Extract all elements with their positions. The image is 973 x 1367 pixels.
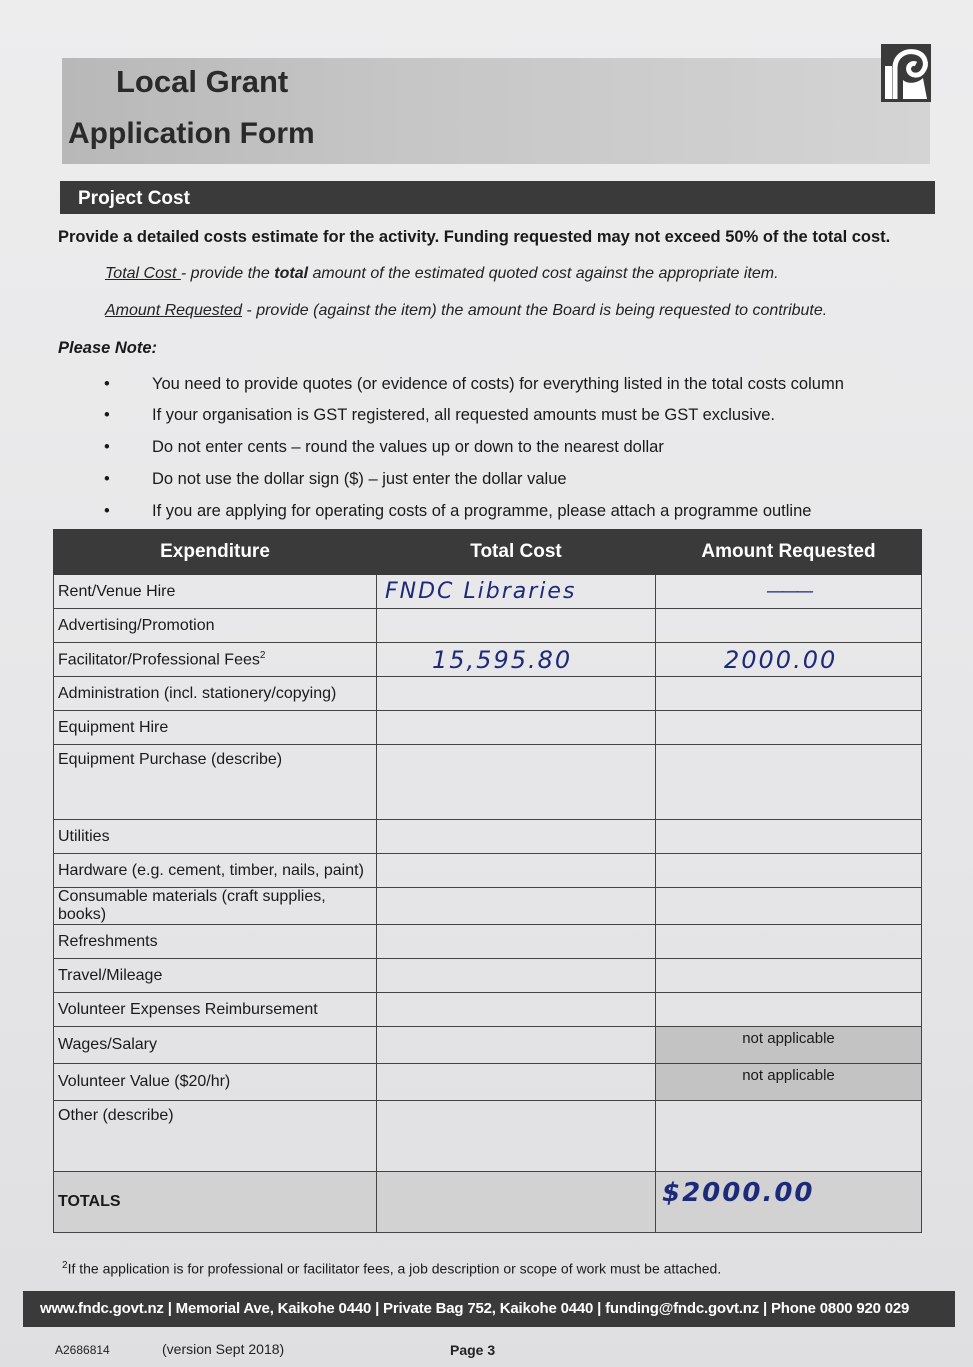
- bullet-icon: •: [104, 470, 110, 488]
- document-id: A2686814: [55, 1343, 110, 1357]
- expenditure-cell: Travel/Mileage: [54, 959, 377, 993]
- expenditure-cell: Refreshments: [54, 925, 377, 959]
- amount-requested-field[interactable]: [656, 993, 922, 1027]
- council-logo-icon: [881, 44, 931, 102]
- form-title-line1: Local Grant: [116, 64, 289, 99]
- bullet-icon: •: [104, 438, 110, 456]
- amount-requested-term: Amount Requested: [105, 302, 242, 319]
- note-item: [104, 438, 664, 457]
- expenditure-cell: Consumable materials (craft supplies, books): [54, 888, 377, 925]
- definition-text: amount of the estimated quoted cost against the appropriate item.: [308, 265, 779, 282]
- definition-text: - provide the: [180, 265, 275, 282]
- expenditure-cell: Equipment Hire: [54, 711, 377, 745]
- table-row: [54, 1027, 922, 1064]
- amount-requested-definition: [105, 302, 827, 320]
- table-row: [54, 677, 922, 711]
- total-cost-field[interactable]: [377, 745, 656, 820]
- handwritten-dash: ———: [766, 581, 811, 602]
- bullet-icon: •: [104, 502, 110, 520]
- note-text: Do not enter cents – round the values up or down to the nearest dollar: [152, 438, 664, 456]
- expenditure-cell: Volunteer Value ($20/hr): [54, 1064, 377, 1101]
- expenditure-cell: Rent/Venue Hire: [54, 575, 377, 609]
- col-header-amount-requested: Amount Requested: [656, 530, 922, 575]
- footnote: [62, 1260, 721, 1277]
- section-title: Project Cost: [78, 188, 190, 209]
- amount-requested-field[interactable]: [656, 820, 922, 854]
- total-cost-field[interactable]: [377, 993, 656, 1027]
- amount-requested-field[interactable]: [656, 745, 922, 820]
- table-row: [54, 575, 922, 609]
- table-row: [54, 745, 922, 820]
- col-header-total-cost: Total Cost: [377, 530, 656, 575]
- footnote-text: If the application is for professional or facilitator fees, a job description or scope of work must be attached.: [67, 1260, 722, 1277]
- totals-total-cost-field[interactable]: [377, 1172, 656, 1233]
- table-row: [54, 888, 922, 925]
- table-row: [54, 854, 922, 888]
- definition-bold: total: [274, 265, 309, 282]
- handwritten-total: 15,595.80: [432, 645, 573, 674]
- total-cost-field[interactable]: [377, 1101, 656, 1172]
- total-cost-term: Total Cost: [105, 265, 181, 282]
- table-row: [54, 1064, 922, 1101]
- total-cost-field[interactable]: [377, 609, 656, 643]
- note-text: If your organisation is GST registered, all requested amounts must be GST exclusive.: [152, 406, 776, 424]
- note-item: [104, 375, 844, 394]
- definition-text: - provide (against the item) the amount the Board is being requested to contribute.: [241, 302, 828, 319]
- note-text: You need to provide quotes (or evidence of costs) for everything listed in the total costs column: [152, 375, 844, 393]
- version-text: (version Sept 2018): [162, 1341, 285, 1357]
- total-cost-field[interactable]: [377, 575, 656, 609]
- note-text: If you are applying for operating costs of a programme, please attach a programme outline: [152, 502, 812, 520]
- expenditure-cell: Administration (incl. stationery/copying): [54, 677, 377, 711]
- amount-requested-field[interactable]: [656, 677, 922, 711]
- note-item: [104, 502, 811, 521]
- bullet-icon: •: [104, 406, 110, 424]
- amount-requested-field[interactable]: [656, 959, 922, 993]
- note-item: [104, 470, 567, 489]
- total-cost-field[interactable]: [377, 925, 656, 959]
- table-row: [54, 820, 922, 854]
- total-cost-field[interactable]: [377, 820, 656, 854]
- table-row: [54, 925, 922, 959]
- table-row: [54, 959, 922, 993]
- amount-requested-field[interactable]: [656, 888, 922, 925]
- total-cost-field[interactable]: [377, 1064, 656, 1101]
- table-row: [54, 643, 922, 677]
- amount-requested-field[interactable]: [656, 854, 922, 888]
- amount-requested-field[interactable]: [656, 1101, 922, 1172]
- footnote-marker: 2: [62, 1260, 68, 1271]
- not-applicable-cell: not applicable: [656, 1027, 922, 1064]
- total-cost-field[interactable]: [377, 711, 656, 745]
- table-row: [54, 1101, 922, 1172]
- table-row: [54, 711, 922, 745]
- expenditure-cell: Other (describe): [54, 1101, 377, 1172]
- amount-requested-field[interactable]: [656, 609, 922, 643]
- footer-contact: www.fndc.govt.nz | Memorial Ave, Kaikohe 0440 | Private Bag 752, Kaikohe 0440 | funding@fndc.govt.nz | Phone 0800 920 029: [40, 1300, 910, 1317]
- project-cost-table: [53, 529, 922, 1233]
- expenditure-cell: Equipment Purchase (describe): [54, 745, 377, 820]
- not-applicable-cell: not applicable: [656, 1064, 922, 1101]
- total-cost-field[interactable]: [377, 888, 656, 925]
- expenditure-cell: [54, 643, 377, 677]
- note-text: Do not use the dollar sign ($) – just enter the dollar value: [152, 470, 567, 488]
- amount-requested-field[interactable]: [656, 575, 922, 609]
- totals-label: TOTALS: [54, 1172, 377, 1233]
- table-header-row: [54, 530, 922, 575]
- amount-requested-field[interactable]: [656, 925, 922, 959]
- totals-row: [54, 1172, 922, 1233]
- bullet-icon: •: [104, 375, 110, 393]
- total-cost-field[interactable]: [377, 1027, 656, 1064]
- table-row: [54, 993, 922, 1027]
- expenditure-label: Facilitator/Professional Fees: [58, 651, 260, 669]
- expenditure-cell: Advertising/Promotion: [54, 609, 377, 643]
- amount-requested-field[interactable]: [656, 643, 922, 677]
- total-cost-field[interactable]: [377, 677, 656, 711]
- form-title-line2: Application Form: [68, 117, 315, 150]
- page-number: Page 3: [450, 1342, 496, 1358]
- expenditure-cell: Wages/Salary: [54, 1027, 377, 1064]
- expenditure-cell: Volunteer Expenses Reimbursement: [54, 993, 377, 1027]
- total-cost-field[interactable]: [377, 854, 656, 888]
- handwritten-total: FNDC Libraries: [385, 579, 577, 604]
- note-item: [104, 406, 775, 425]
- col-header-expenditure: Expenditure: [54, 530, 377, 575]
- total-cost-field[interactable]: [377, 643, 656, 677]
- instruction-text: Provide a detailed costs estimate for the activity. Funding requested may not exceed 50% of the total cost.: [58, 228, 891, 246]
- total-cost-definition: [105, 265, 779, 283]
- total-cost-field[interactable]: [377, 959, 656, 993]
- table-row: [54, 609, 922, 643]
- section-bar: [60, 181, 935, 214]
- amount-requested-field[interactable]: [656, 711, 922, 745]
- please-note-heading: Please Note:: [58, 339, 158, 357]
- handwritten-total-requested: $2000.00: [662, 1178, 815, 1208]
- totals-amount-requested-field[interactable]: [656, 1172, 922, 1233]
- expenditure-cell: Hardware (e.g. cement, timber, nails, paint): [54, 854, 377, 888]
- expenditure-cell: Utilities: [54, 820, 377, 854]
- handwritten-amount: 2000.00: [724, 645, 838, 674]
- footnote-marker: 2: [259, 649, 266, 661]
